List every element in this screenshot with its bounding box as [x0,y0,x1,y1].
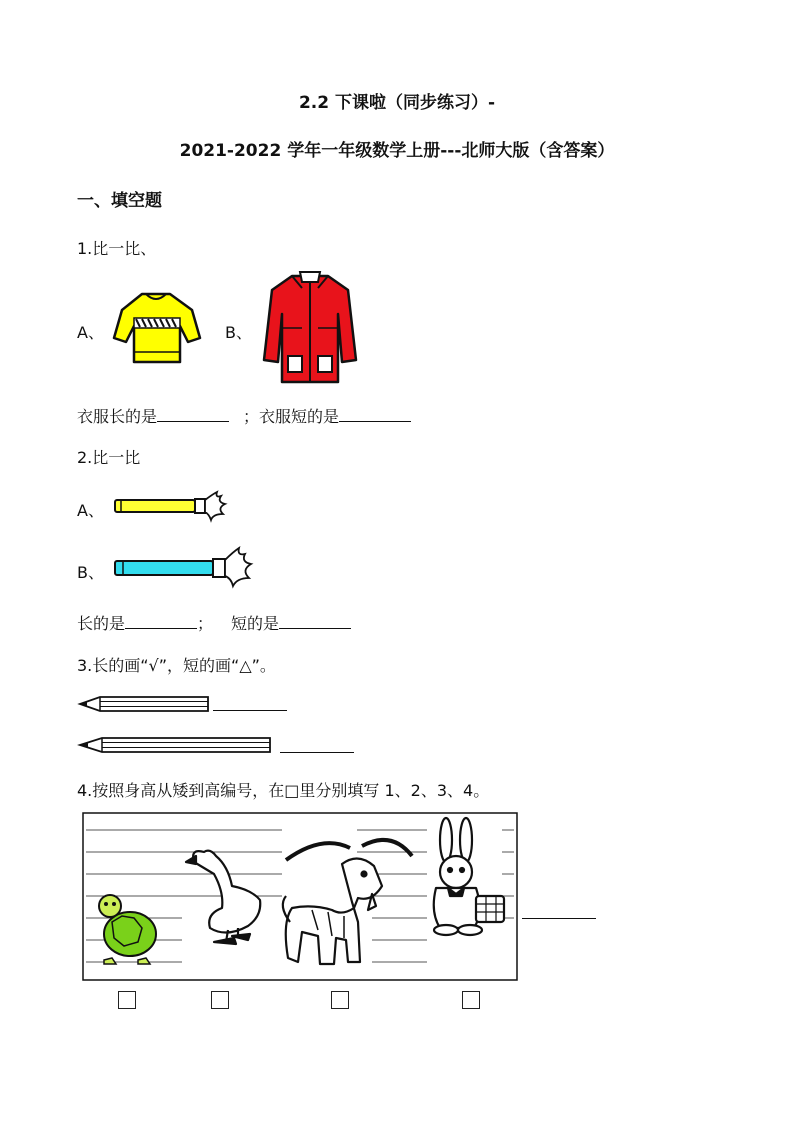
q2-prompt: 2.比一比 [77,448,141,467]
q2-answer-separator: ； [197,614,214,633]
q1-answer-label-1: 衣服长的是 [77,407,158,426]
q1-answer-label-2: ；衣服短的是 [243,407,340,426]
q1-blank-short[interactable] [339,407,411,422]
order-box-rabbit[interactable] [462,991,480,1009]
section-heading: 一、填空题 [77,191,162,211]
order-box-goat[interactable] [331,991,349,1009]
q4-blank[interactable] [522,904,596,919]
short-pencil-icon [78,694,210,714]
order-box-goose[interactable] [211,991,229,1009]
order-box-turtle[interactable] [118,991,136,1009]
q2-blank-long[interactable] [125,614,197,629]
q1-blank-long[interactable] [157,407,229,422]
height-chart-illustration [82,812,518,982]
yellow-sweater-icon [112,288,202,368]
q2-answer-line [77,611,351,634]
q2-option-b-label: B、 [77,563,104,582]
q2-blank-short[interactable] [279,614,351,629]
yellow-paintbrush-icon [113,488,228,526]
q2-option-a-label: A、 [77,501,104,520]
doc-title-line1: 2.2 下课啦（同步练习）- [298,93,496,113]
doc-title-line2: 2021-2022 学年一年级数学上册---北师大版（含答案） [179,141,615,161]
cyan-paintbrush-icon [113,546,253,588]
q1-option-a-label: A、 [77,323,104,342]
long-pencil-icon [78,735,273,755]
q3-blank-long-pencil[interactable] [280,738,354,753]
q1-prompt: 1.比一比、 [77,239,157,258]
q2-answer-label-1: 长的是 [77,614,126,633]
q3-blank-short-pencil[interactable] [213,696,287,711]
q1-option-b-label: B、 [225,323,252,342]
q2-answer-label-2: 短的是 [231,614,280,633]
red-coat-icon [262,268,358,386]
q1-answer-line [77,404,411,427]
q3-prompt: 3.长的画“√”，短的画“△”。 [77,656,276,675]
q4-prompt: 4.按照身高从矮到高编号，在□里分别填写 1、2、3、4。 [77,781,490,800]
